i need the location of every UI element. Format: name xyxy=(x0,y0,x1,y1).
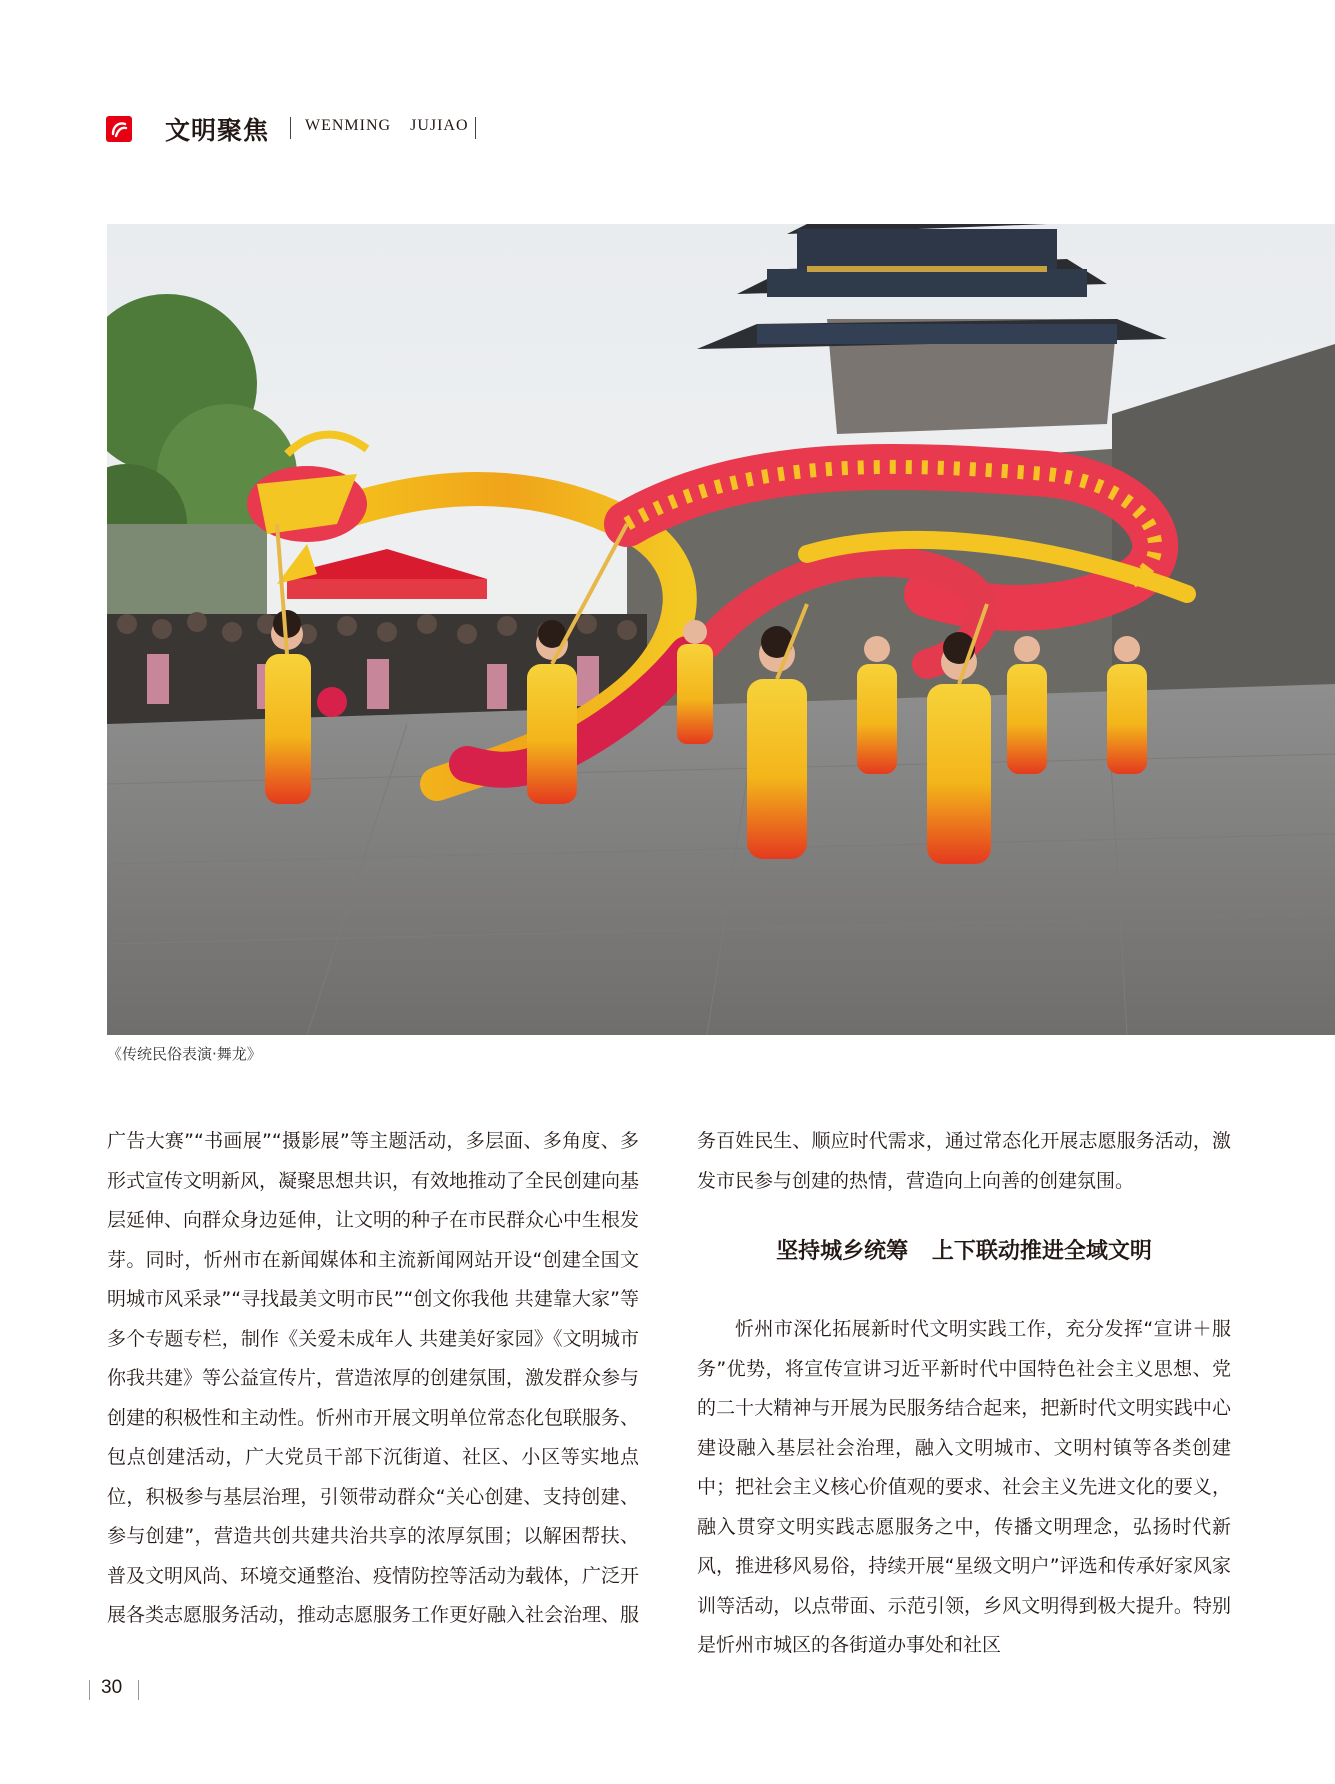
article-right-column-body xyxy=(697,1310,1231,1666)
page-number: 30 xyxy=(101,1677,123,1698)
article-left-column xyxy=(107,1122,639,1636)
paragraph: 广告大赛”“书画展”“摄影展”等主题活动，多层面、多角度、多形式宣传文明新风，凝聚思想共识，有效地推动了全民创建向基层延伸、向群众身边延伸，让文明的种子在市民群众心中生根发芽。同时，忻州市在新闻媒体和主流新闻网站开设“创建全国文明城市风采录”“寻找最美文明市民”“创文你我他 共建靠大家”等多个专题专栏，制作《关爱未成年人 共建美好家园》《文明城市 你我共建》等公益宣传片，营造浓厚的创建氛围，激发群众参与创建的积极性和主动性。忻州市开展文明单位常态化包联服务、包点创建活动，广大党员干部下沉街道、社区、小区等实地点位，积极参与基层治理，引领带动群众“关心创建、支持创建、参与创建”，营造共创共建共治共享的浓厚氛围；以解困帮扶、普及文明风尚、环境交通整治、疫情防控等活动为载体，广泛开展各类志愿服务活动，推动志愿服务工作更好融入社会治理、服 xyxy=(107,1130,640,1626)
section-title-pinyin: WENMING JUJIAO xyxy=(305,117,469,134)
paragraph: 务百姓民生、顺应时代需求，通过常态化开展志愿服务活动，激发市民参与创建的热情，营造向上向善的创建氛围。 xyxy=(697,1130,1231,1192)
magazine-logo-icon xyxy=(106,116,132,142)
article-right-column-top xyxy=(697,1122,1231,1201)
divider xyxy=(89,1680,90,1700)
divider xyxy=(138,1680,139,1700)
dragon-dance-photo xyxy=(107,224,1335,1035)
divider xyxy=(290,117,291,139)
paragraph: 忻州市深化拓展新时代文明实践工作，充分发挥“宣讲＋服务”优势，将宣传宣讲习近平新时代中国特色社会主义思想、党的二十大精神与开展为民服务结合起来，把新时代文明实践中心建设融入基层社会治理，融入文明城市、文明村镇等各类创建中；把社会主义核心价值观的要求、社会主义先进文化的要义，融入贯穿文明实践志愿服务之中，传播文明理念，弘扬时代新风，推进移风易俗，持续开展“星级文明户”评选和传承好家风家训等活动，以点带面、示范引领，乡风文明得到极大提升。特别是忻州市城区的各街道办事处和社区 xyxy=(697,1318,1231,1656)
section-heading: 坚持城乡统筹 上下联动推进全域文明 xyxy=(776,1239,1152,1264)
section-title: 文明聚焦 xyxy=(165,116,270,145)
photo-caption: 《传统民俗表演·舞龙》 xyxy=(107,1045,262,1063)
divider xyxy=(475,117,476,139)
